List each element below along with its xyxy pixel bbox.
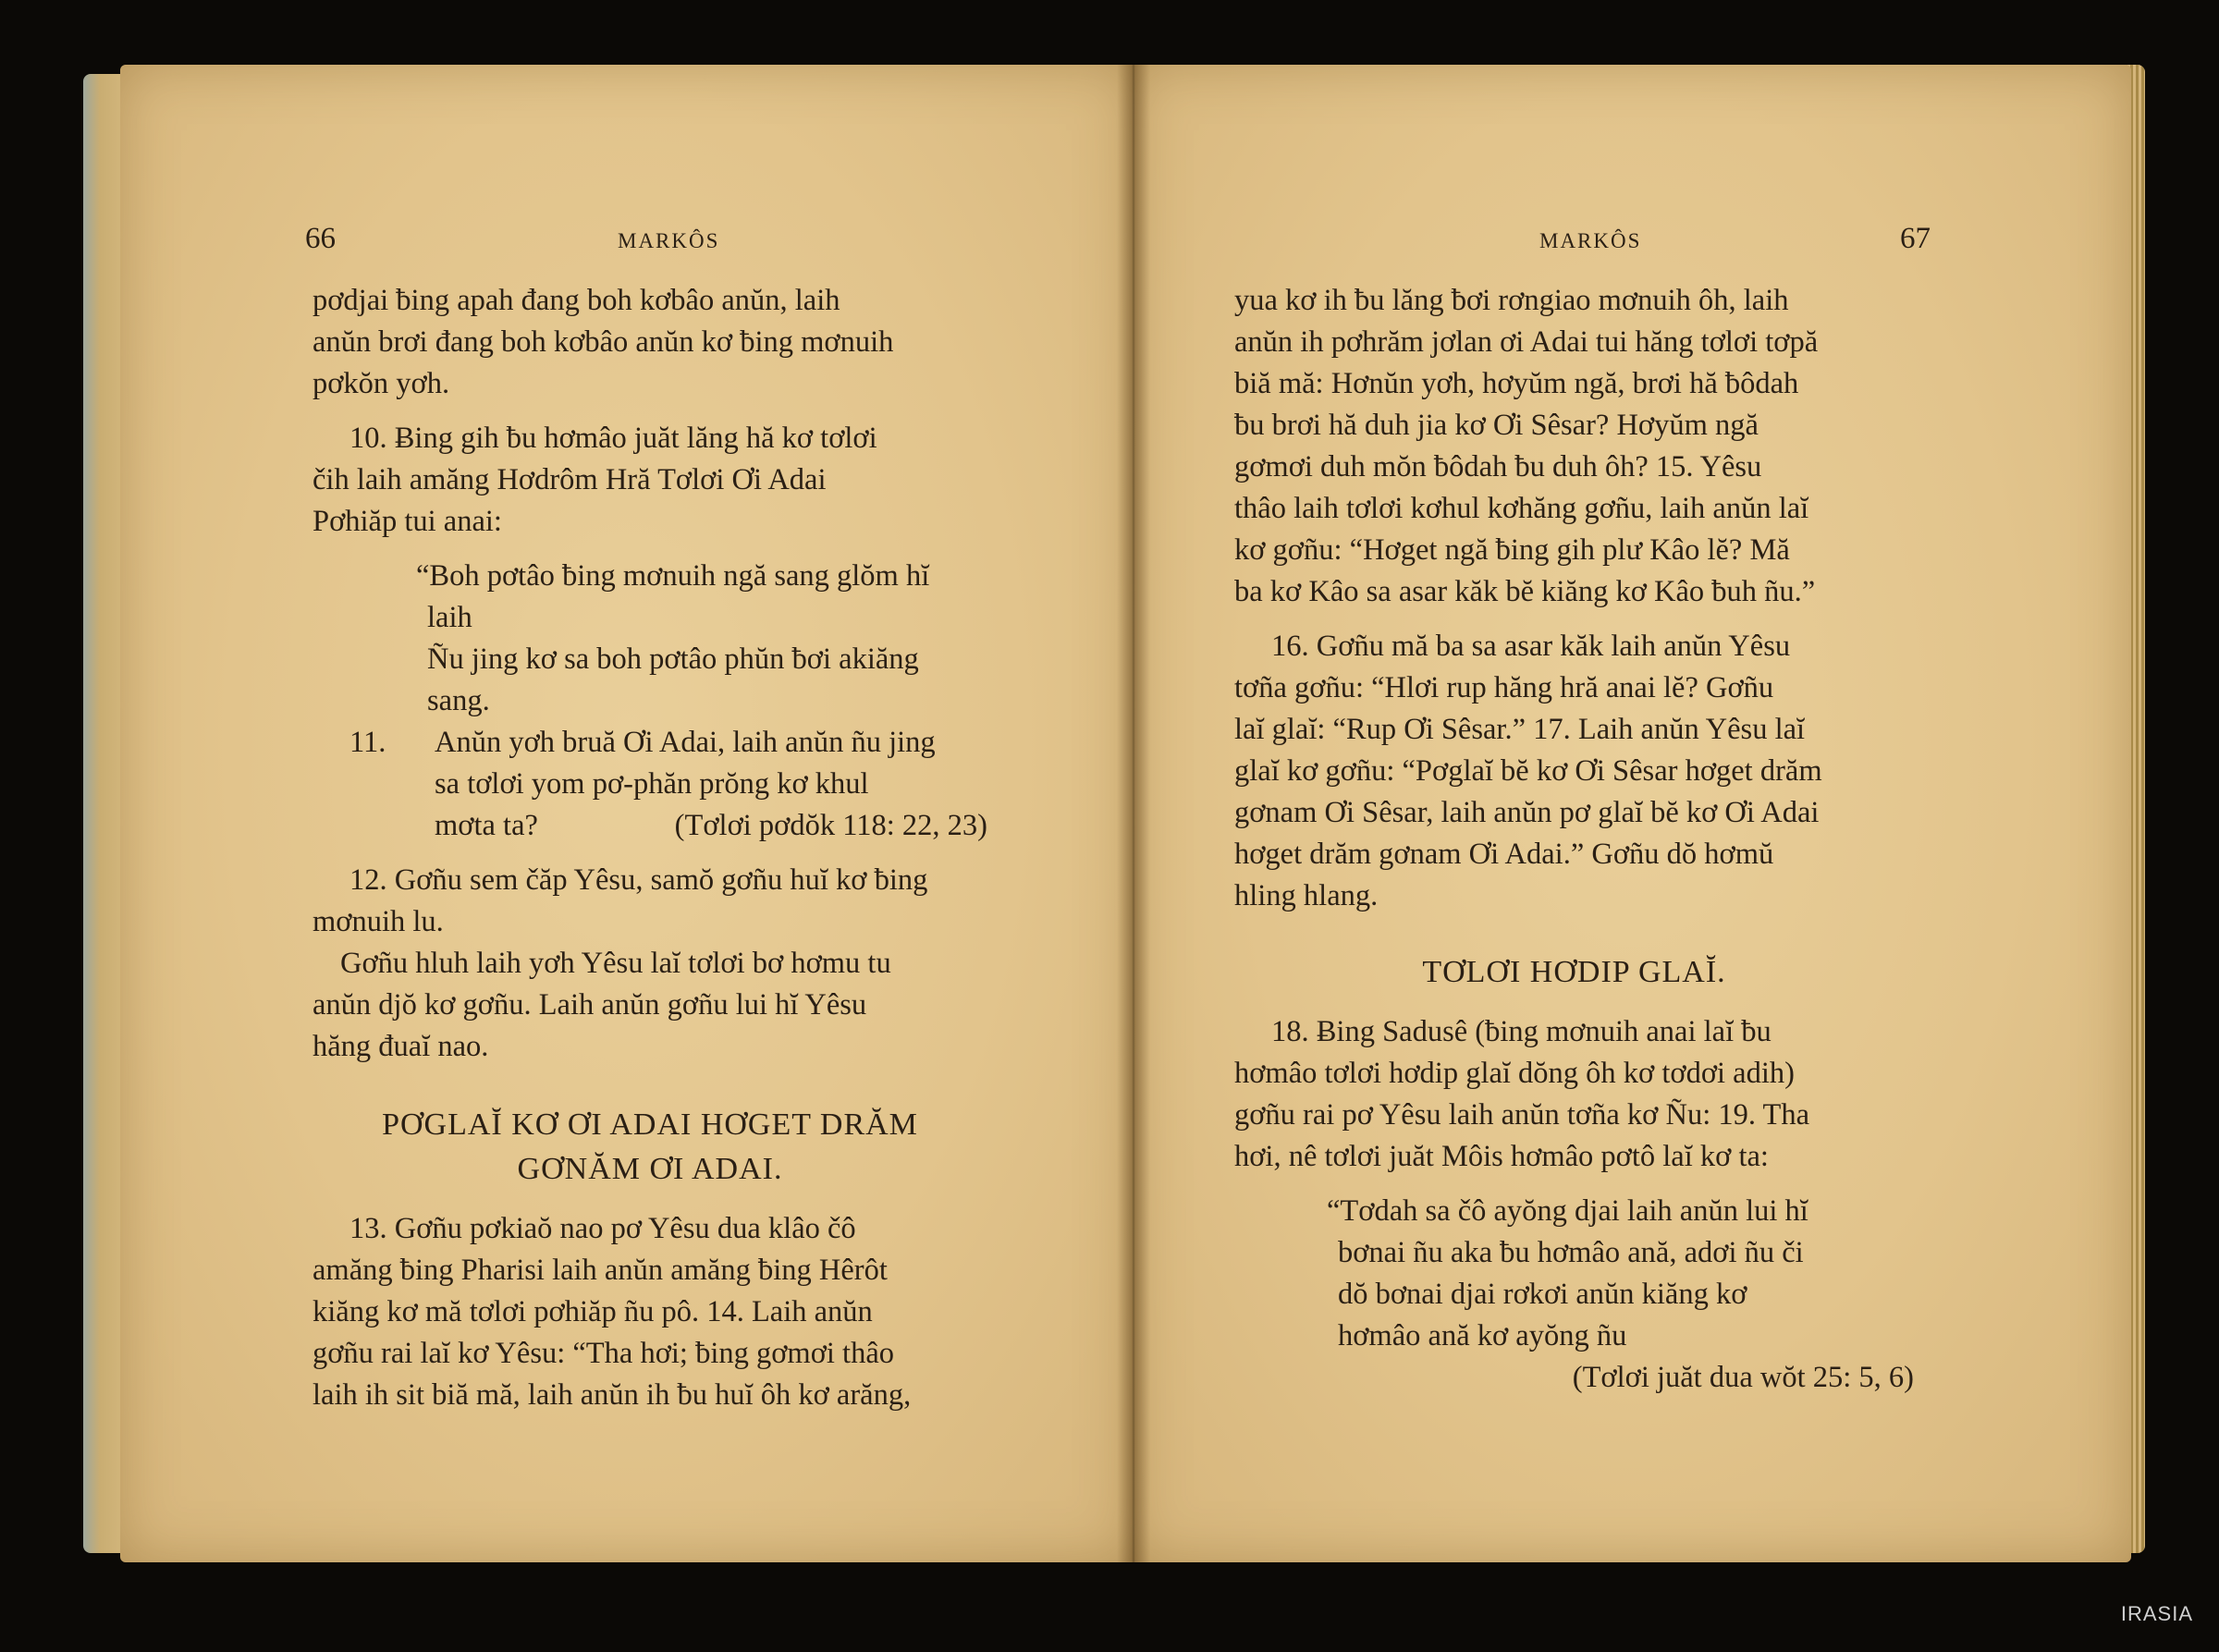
- text-line: 12. Gơñu sem čăp Yêsu, samŏ gơñu huĭ kơ ƀing: [349, 863, 928, 897]
- book-gutter: [1117, 65, 1150, 1562]
- text-line: gơmơi duh mŏn ƀôdah ƀu duh ôh? 15. Yêsu: [1234, 450, 1762, 483]
- right-page-header: [1133, 222, 2131, 259]
- paragraph: [313, 943, 987, 1068]
- section-heading: [313, 1103, 987, 1192]
- page-number: 67: [1900, 222, 1931, 255]
- citation: [1234, 1357, 1914, 1399]
- quotation: [1234, 1191, 1914, 1357]
- paragraph: [1234, 280, 1914, 613]
- text-line: ba kơ Kâo sa asar kăk bĕ kiăng kơ Kâo ƀuh ñu.”: [1234, 575, 1816, 608]
- text-line: hơi, nê tơlơi juăt Môis hơmâo pơtô laĭ kơ ta:: [1234, 1140, 1769, 1173]
- text-line: amăng ƀing Pharisi laih anŭn amăng ƀing Hêrôt: [313, 1254, 888, 1287]
- text-line: “Tơdah sa čô ayŏng djai laih anŭn lui hĭ: [1327, 1194, 1808, 1228]
- text-line: pơkŏn yơh.: [313, 367, 450, 400]
- paragraph: [313, 1208, 987, 1416]
- verse-11: [313, 722, 987, 847]
- right-page-body: [1234, 280, 1914, 1399]
- citation: (Tơlơi pơdŏk 118: 22, 23): [674, 809, 987, 842]
- text-line: kiăng kơ mă tơlơi pơhiăp ñu pô. 14. Laih anŭn: [313, 1295, 873, 1328]
- left-page: [120, 65, 1133, 1562]
- paragraph: [313, 860, 987, 943]
- text-line: pơdjai ƀing apah đang boh kơbâo anŭn, laih: [313, 284, 840, 317]
- text-line: glaĭ kơ gơñu: “Pơglaĭ bĕ kơ Ơi Sêsar hơget drăm: [1234, 754, 1822, 788]
- paragraph: [1234, 1011, 1914, 1178]
- paragraph: [313, 418, 987, 543]
- open-book: [74, 46, 2145, 1572]
- text-line: sa tơlơi yom pơ-phăn prŏng kơ khul: [435, 767, 869, 801]
- paragraph: [313, 280, 987, 405]
- text-line: 16. Gơñu mă ba sa asar kăk laih anŭn Yêsu: [1271, 630, 1791, 663]
- text-line: hling hlang.: [1234, 879, 1379, 912]
- text-line: gơñu rai pơ Yêsu laih anŭn tơña kơ Ñu: 19. Tha: [1234, 1098, 1810, 1132]
- text-line: Gơñu hluh laih yơh Yêsu laĭ tơlơi bơ hơmu tu: [340, 947, 891, 980]
- text-line: hơmâo ană kơ ayŏng ñu: [1338, 1319, 1627, 1352]
- heading-line: TƠLƠI HƠDIP GLAĬ.: [1422, 955, 1726, 989]
- text-line: sang.: [427, 684, 490, 717]
- section-heading: [1234, 950, 1914, 995]
- text-line: ƀu brơi hă duh jia kơ Ơi Sêsar? Hơyŭm ngă: [1234, 409, 1759, 442]
- left-page-body: [313, 280, 987, 1416]
- text-line: gơñu rai laĭ kơ Yêsu: “Tha hơi; ƀing gơmơi thâo: [313, 1337, 894, 1370]
- left-page-header: [120, 222, 1133, 259]
- page-number: 66: [305, 222, 336, 255]
- text-line: anŭn brơi đang boh kơbâo anŭn kơ ƀing mơnuih: [313, 325, 894, 359]
- text-line: laĭ glaĭ: “Rup Ơi Sêsar.” 17. Laih anŭn Yêsu laĭ: [1234, 713, 1806, 746]
- right-page: [1133, 65, 2131, 1562]
- running-head: MARKÔS: [1539, 229, 1642, 252]
- citation-text: (Tơlơi juăt dua wŏt 25: 5, 6): [1572, 1361, 1914, 1394]
- text-line: thâo laih tơlơi kơhul kơhăng gơñu, laih anŭn laĭ: [1234, 492, 1809, 525]
- text-line: yua kơ ih ƀu lăng ƀơi rơngiao mơnuih ôh, laih: [1234, 284, 1789, 317]
- text-line: Anŭn yơh bruă Ơi Adai, laih anŭn ñu jing: [435, 726, 936, 759]
- text-line: hơmâo tơlơi hơdip glaĭ dŏng ôh kơ tơdơi adih): [1234, 1057, 1795, 1090]
- verse-text: [435, 722, 987, 847]
- text-line: 18. Ƀing Sadusê (ƀing mơnuih anai laĭ ƀu: [1271, 1015, 1772, 1048]
- text-line: Pơhiăp tui anai:: [313, 505, 502, 538]
- text-line: 13. Gơñu pơkiaŏ nao pơ Yêsu dua klâo čô: [349, 1212, 856, 1245]
- text-line: hơget drăm gơnam Ơi Adai.” Gơñu dŏ hơmŭ: [1234, 838, 1774, 871]
- text-line: anŭn djŏ kơ gơñu. Laih anŭn gơñu lui hĭ Yêsu: [313, 988, 867, 1022]
- text-line: kơ gơñu: “Hơget ngă ƀing gih plư Kâo lĕ? Mă: [1234, 533, 1790, 567]
- text-line: Ñu jing kơ sa boh pơtâo phŭn ƀơi akiăng: [427, 642, 919, 676]
- text-line: mơnuih lu.: [313, 905, 444, 938]
- watermark: IRASIA: [2120, 1602, 2193, 1625]
- text-line: tơña gơñu: “Hlơi rup hăng hră anai lĕ? Gơñu: [1234, 671, 1774, 704]
- text-line: bơnai ñu aka ƀu hơmâo ană, adơi ñu či: [1338, 1236, 1804, 1269]
- heading-line: PƠGLAĬ KƠ ƠI ADAI HƠGET DRĂM: [382, 1107, 918, 1142]
- text-line: laih: [427, 601, 472, 634]
- running-head: MARKÔS: [618, 229, 720, 252]
- verse-number: 11.: [349, 726, 386, 759]
- text-line: 10. Ƀing gih ƀu hơmâo juăt lăng hă kơ tơlơi: [349, 422, 877, 455]
- text-line: anŭn ih pơhrăm jơlan ơi Adai tui hăng tơlơi tơpă: [1234, 325, 1819, 359]
- text-line: “Boh pơtâo ƀing mơnuih ngă sang glŏm hĭ: [416, 559, 930, 593]
- text-line: čih laih amăng Hơdrôm Hră Tơlơi Ơi Adai: [313, 463, 827, 496]
- text-line: dŏ bơnai djai rơkơi anŭn kiăng kơ: [1338, 1278, 1747, 1311]
- text-line: biă mă: Hơnŭn yơh, hơyŭm ngă, brơi hă ƀôdah: [1234, 367, 1799, 400]
- quotation: [313, 556, 987, 722]
- text-line: hăng đuaĭ nao.: [313, 1030, 489, 1063]
- text-line: mơta ta?: [435, 809, 538, 842]
- heading-line: GƠNĂM ƠI ADAI.: [517, 1152, 783, 1186]
- text-line: gơnam Ơi Sêsar, laih anŭn pơ glaĭ bĕ kơ Ơi Adai: [1234, 796, 1820, 829]
- paragraph: [1234, 626, 1914, 917]
- text-line: laih ih sit biă mă, laih anŭn ih ƀu huĭ ôh kơ arăng,: [313, 1378, 912, 1412]
